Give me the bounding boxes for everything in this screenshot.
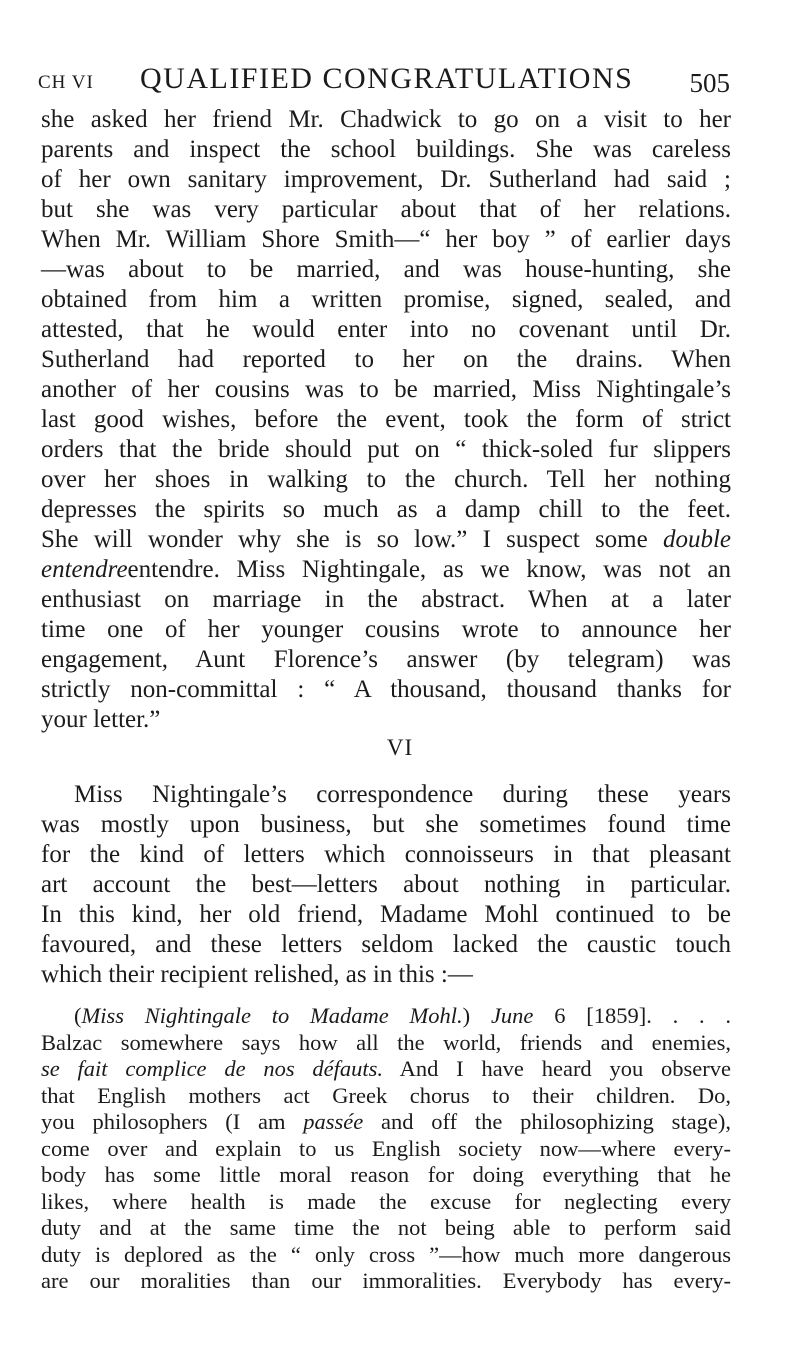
text-line: art account the best—letters about nothing in particular. (41, 871, 731, 898)
quote-line: are our moralities than our immoralities. Everybody has every- (41, 1268, 731, 1293)
italic-phrase: entendre (41, 556, 128, 583)
text-line: last good wishes, before the event, took the form of strict (41, 406, 731, 433)
quote-line: duty and at the same time the not being able to perform said (41, 1215, 731, 1240)
text-line: —was about to be married, and was house-hunting, she (41, 256, 731, 283)
running-title: QUALIFIED CONGRATULATIONS (140, 62, 634, 95)
italic-phrase: June (490, 1003, 534, 1028)
text-line: obtained from him a written promise, signed, sealed, and (41, 286, 731, 313)
section-heading: VI (386, 735, 414, 760)
text-fragment: 6 [1859]. . . . (533, 1003, 731, 1028)
running-head (38, 62, 730, 102)
text-line: your letter.” (41, 706, 161, 733)
text-line: over her shoes in walking to the church. Tell her nothing (41, 466, 731, 493)
text-fragment: And I have heard you observe (383, 1056, 731, 1081)
quote-line: that English mothers act Greek chorus to their children. Do, (41, 1082, 731, 1108)
paragraph-correspondence (41, 780, 731, 990)
text-line: for the kind of letters which connoisseurs in that pleasant (41, 841, 731, 868)
quote-line: body has some little moral reason for doing everything that he (41, 1162, 731, 1187)
text-line: another of her cousins was to be married, Miss Nightingale’s (41, 376, 731, 403)
quote-line (41, 1109, 731, 1136)
text-line: When Mr. William Shore Smith—“ her boy ” of earlier days (41, 226, 731, 253)
text-line: enthusiast on marriage in the abstract. When at a later (41, 586, 731, 613)
text-line: time one of her younger cousins wrote to announce her (41, 616, 731, 643)
text-line: Miss Nightingale’s correspondence during these years (74, 781, 731, 808)
text-line: parents and inspect the school buildings. She was careless (41, 136, 731, 163)
text-fragment: ( (74, 1003, 82, 1028)
quote-line: duty is deplored as the “ only cross ”—how much more dangerous (41, 1241, 731, 1267)
text-line: of her own sanitary improvement, Dr. Sutherland had said ; (41, 166, 731, 193)
paragraph-drains (41, 105, 731, 735)
quote-line: Balzac somewhere says how all the world, friends and enemies, (41, 1029, 731, 1055)
quote-line: come over and explain to us English society now—where every- (41, 1135, 731, 1161)
text-line (41, 525, 731, 555)
text-fragment: She will wonder why she is so low.” I suspect some (41, 526, 663, 553)
italic-phrase: Miss Nightingale to Madame Mohl. (81, 1003, 463, 1028)
text-line: engagement, Aunt Florence’s answer (by telegram) was (41, 646, 731, 673)
quote-line (41, 1003, 731, 1030)
chapter-label: CH VI (38, 72, 94, 93)
italic-phrase: double (662, 526, 731, 553)
text-line: was mostly upon business, but she sometimes found time (41, 811, 731, 838)
text-fragment: you philosophers (I am (41, 1109, 304, 1134)
text-line: Sutherland had reported to her on the drains. When (41, 346, 731, 373)
text-line: strictly non-committal : “ A thousand, thousand thanks for (41, 676, 731, 703)
text-line: she asked her friend Mr. Chadwick to go on a visit to her (41, 106, 731, 133)
text-fragment: entendre. Miss Nightingale, as we know, was not an (127, 556, 731, 583)
text-line (41, 555, 731, 585)
quote-line: likes, where health is made the excuse for neglecting every (41, 1188, 731, 1214)
italic-phrase: passée (303, 1109, 364, 1134)
text-line: favoured, and these letters seldom lacked the caustic touch (41, 931, 731, 958)
text-line: orders that the bride should put on “ thick-soled fur slippers (41, 436, 731, 463)
letter-quotation (41, 1003, 731, 1295)
italic-phrase: se fait complice de nos défauts. (41, 1056, 384, 1081)
text-line: depresses the spirits so much as a damp chill to the feet. (41, 496, 731, 523)
page-number: 505 (689, 68, 730, 98)
text-line: but she was very particular about that of her relations. (41, 196, 731, 223)
text-fragment: and off the philosophizing stage), (363, 1109, 731, 1134)
text-line: which their recipient relished, as in this :— (41, 961, 473, 988)
text-line: In this kind, her old friend, Madame Mohl continued to be (41, 901, 731, 928)
text-fragment: ) (462, 1003, 491, 1028)
text-line: attested, that he would enter into no covenant until Dr. (41, 316, 731, 343)
quote-line (41, 1056, 731, 1083)
